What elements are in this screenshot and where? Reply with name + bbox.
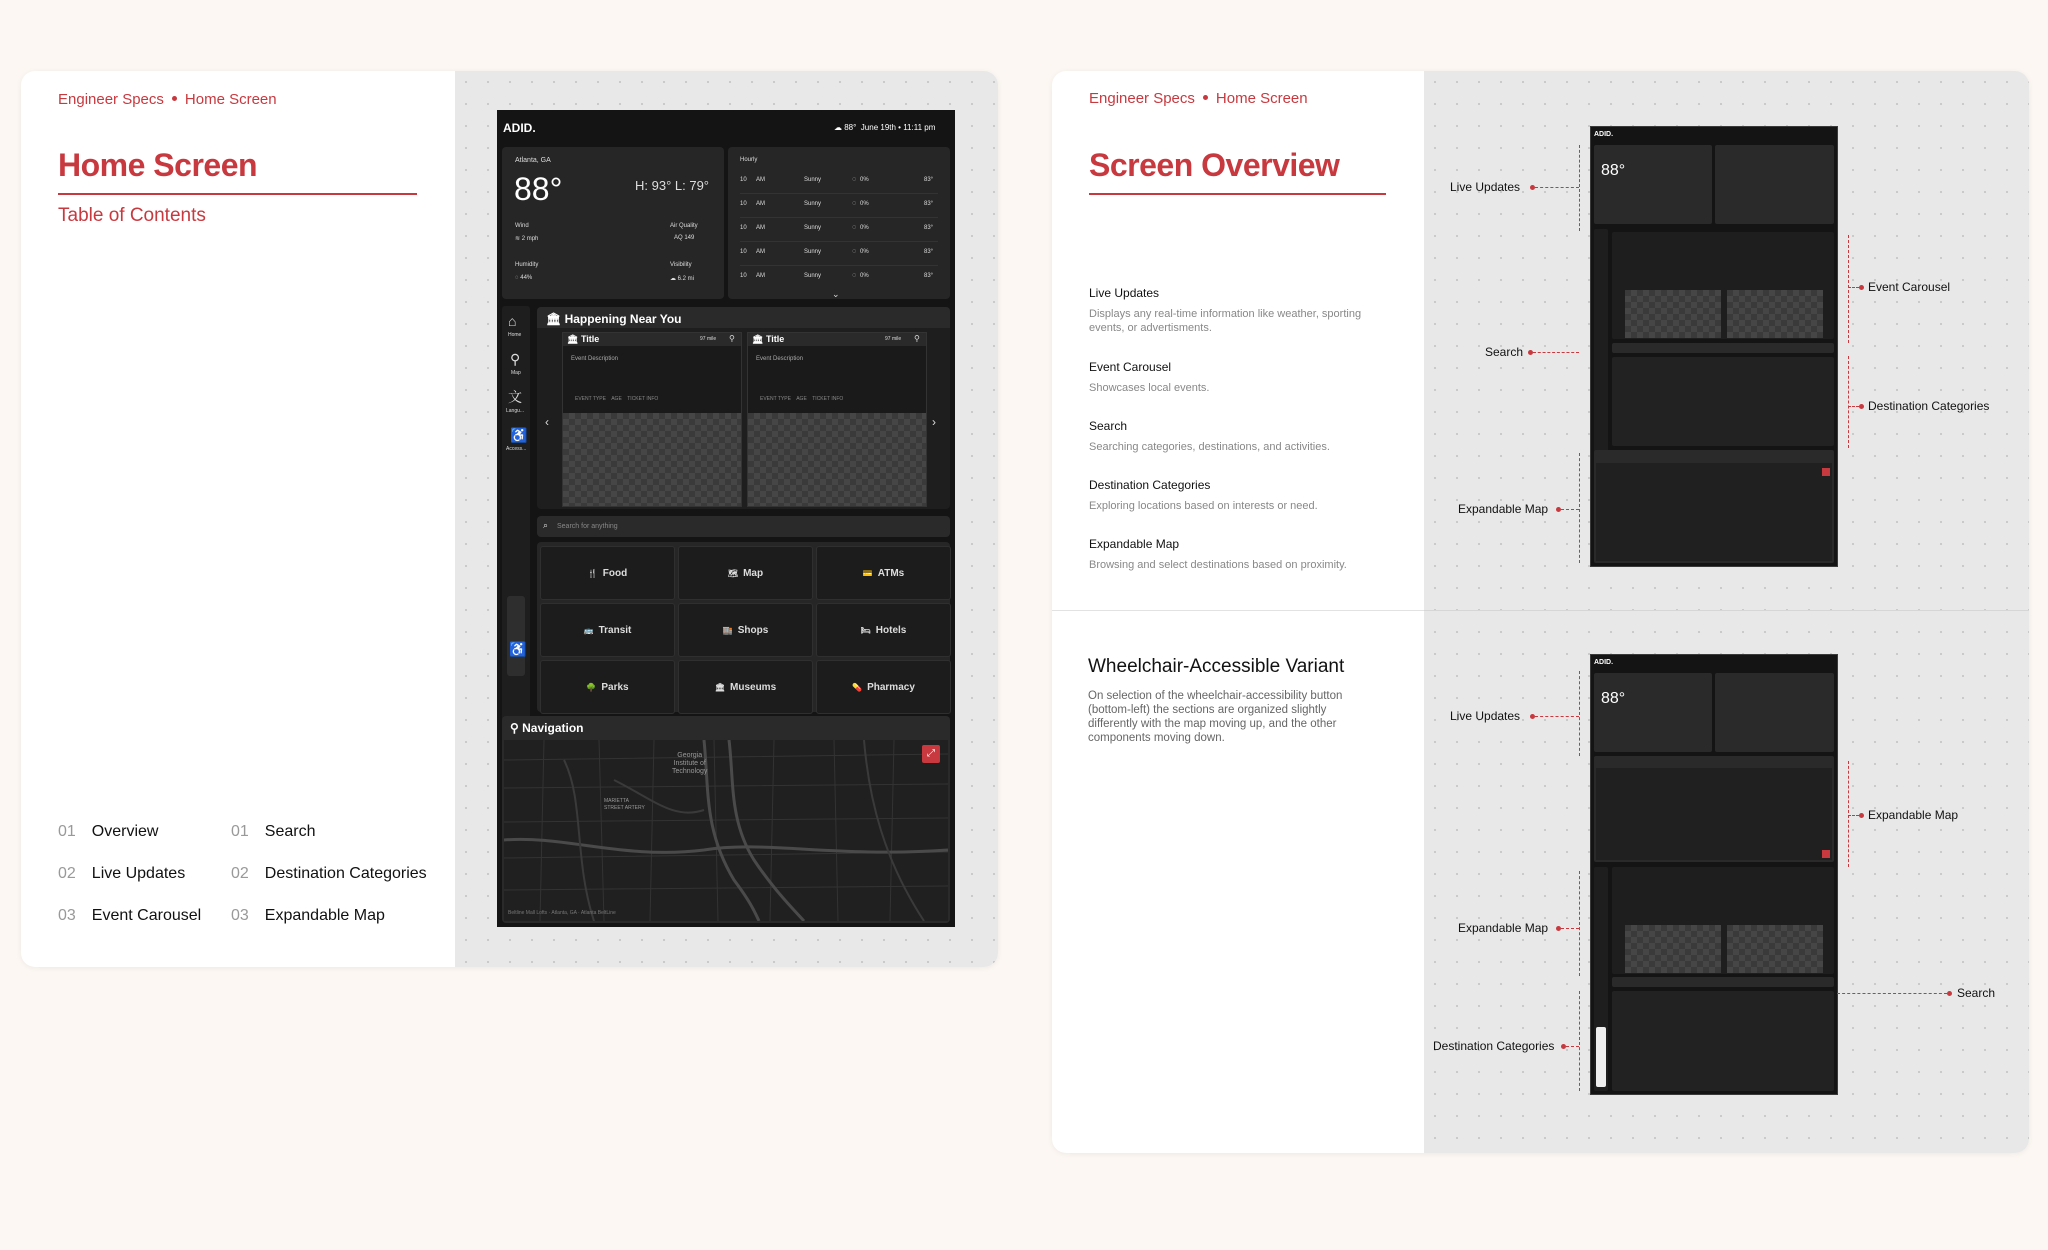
- event-title: 🏛 Title: [752, 334, 785, 344]
- breadcrumb-item[interactable]: Home Screen: [184, 91, 277, 108]
- toc-number: 03: [231, 907, 249, 924]
- chevron-down-icon[interactable]: ⌄: [832, 289, 840, 299]
- hourly-ampm: AM: [756, 249, 765, 255]
- category-map[interactable]: [678, 546, 813, 600]
- hourly-ampm: AM: [756, 225, 765, 231]
- hourly-hour: 10: [740, 249, 747, 255]
- carousel-next-icon[interactable]: ›: [932, 415, 936, 429]
- visibility-value: ☁ 6.2 mi: [670, 276, 695, 282]
- hourly-cond: Sunny: [804, 273, 822, 279]
- toc-number: 02: [58, 865, 76, 882]
- category-label: Pharmacy: [867, 681, 915, 693]
- location-pin-icon: ⚲: [729, 334, 735, 343]
- title-underline: [58, 193, 417, 195]
- bed-icon: 🛏: [860, 625, 871, 635]
- hourly-rain: 0%: [860, 177, 869, 183]
- hourly-temp: 83°: [924, 249, 934, 255]
- weather-panel: [502, 147, 724, 299]
- air-quality-label: Air Quality: [670, 223, 698, 229]
- annotation-label: Live Updates: [1450, 709, 1521, 723]
- search-icon: ⌕: [543, 520, 549, 530]
- section-title: Event Carousel: [1089, 360, 1172, 374]
- annotation-label: Expandable Map: [1458, 502, 1549, 516]
- variant-title: Wheelchair-Accessible Variant: [1088, 656, 1345, 677]
- page-title: Home Screen: [58, 147, 258, 183]
- category-atms[interactable]: [816, 546, 951, 600]
- toc-label: Search: [264, 823, 316, 840]
- museum-icon: 🏛: [714, 682, 726, 692]
- humidity-value: ◌ 44%: [515, 275, 533, 281]
- breadcrumb: [58, 91, 277, 108]
- location-pin-icon: ⚲: [510, 721, 519, 735]
- toc-label: Destination Categories: [264, 865, 427, 882]
- category-label: Museums: [730, 681, 777, 693]
- rain-drop-icon: ◌: [852, 200, 857, 207]
- section-desc: Showcases local events.: [1089, 382, 1210, 394]
- hourly-temp: 83°: [924, 225, 934, 231]
- breadcrumb: [1089, 90, 1308, 107]
- status-bar: ☁ 88° June 19th • 11:11 pm: [834, 123, 936, 132]
- page-title: Screen Overview: [1089, 147, 1340, 183]
- toc-item-expandable-map[interactable]: [231, 907, 385, 925]
- map-icon: 🗺: [727, 568, 739, 578]
- section-desc: Exploring locations based on interests or need.: [1089, 500, 1318, 512]
- category-food[interactable]: [540, 546, 675, 600]
- screen-overview-card: [1052, 71, 2029, 1153]
- page-subtitle: Table of Contents: [58, 205, 206, 226]
- carousel-prev-icon[interactable]: ‹: [545, 415, 549, 429]
- hourly-cond: Sunny: [804, 177, 822, 183]
- building-icon: 🏛: [546, 312, 562, 326]
- building-icon: 🏛: [752, 334, 764, 344]
- hourly-forecast[interactable]: [728, 147, 950, 299]
- side-nav-label: Langu...: [506, 408, 525, 414]
- rain-drop-icon: ◌: [852, 176, 857, 183]
- map-label-artery: MARIETTA STREET ARTERY: [604, 798, 645, 811]
- section-desc: Browsing and select destinations based on proximity.: [1089, 559, 1347, 571]
- mockup-canvas: [455, 71, 998, 967]
- overview-mockup-wheelchair: [1591, 655, 1837, 1094]
- toc-item-search[interactable]: [231, 823, 316, 841]
- toc-label: Event Carousel: [91, 907, 202, 924]
- event-distance: 97 mile: [700, 336, 717, 342]
- annotation-label: Expandable Map: [1458, 921, 1549, 935]
- utensils-icon: 🍴: [587, 568, 598, 578]
- kiosk-home-mockup: [497, 110, 955, 927]
- destination-categories: [537, 542, 950, 712]
- category-label: Hotels: [875, 624, 907, 636]
- event-card[interactable]: [747, 332, 927, 507]
- wind-icon: ≋: [515, 236, 521, 242]
- event-title: 🏛 Title: [567, 334, 600, 344]
- event-description: Event Description: [571, 356, 619, 362]
- home-icon[interactable]: ⌂: [508, 313, 517, 329]
- hourly-hour: 10: [740, 225, 747, 231]
- toc-item-event-carousel[interactable]: [58, 907, 201, 925]
- breadcrumb-item[interactable]: Engineer Specs: [1089, 90, 1195, 107]
- title-underline: [1089, 193, 1386, 195]
- section-desc: Displays any real-time information like weather, sporting events, or advertisments.: [1089, 308, 1362, 334]
- event-distance: 97 mile: [885, 336, 902, 342]
- toc-label: Live Updates: [91, 865, 186, 882]
- hourly-ampm: AM: [756, 177, 765, 183]
- breadcrumb-item[interactable]: Engineer Specs: [58, 91, 164, 108]
- toc-number: 01: [58, 823, 76, 840]
- hourly-rain: 0%: [860, 201, 869, 207]
- hourly-row: [728, 219, 950, 239]
- hourly-ampm: AM: [756, 273, 765, 279]
- overview-mockup-default: [1591, 127, 1837, 566]
- logo: ADID.: [503, 121, 536, 135]
- annotation-label: Live Updates: [1450, 180, 1521, 194]
- event-card[interactable]: [562, 332, 742, 507]
- section-divider: [1052, 610, 1424, 611]
- cloud-icon: ☁: [834, 123, 842, 132]
- status-time: 11:11 pm: [903, 123, 936, 132]
- wheelchair-icon[interactable]: ♿: [509, 641, 527, 657]
- hourly-cond: Sunny: [804, 201, 822, 207]
- visibility-label: Visibility: [670, 262, 692, 268]
- section-desc: Searching categories, destinations, and activities.: [1089, 441, 1330, 453]
- side-nav-label: Map: [511, 370, 521, 376]
- toc-item-overview[interactable]: [58, 823, 158, 841]
- side-nav-label: Access...: [506, 446, 527, 452]
- search-input[interactable]: [537, 516, 950, 537]
- expand-map-button[interactable]: [1822, 468, 1830, 476]
- logo: ADID.: [1594, 659, 1614, 666]
- annotation-label: Search: [1485, 345, 1524, 359]
- variant-description: On selection of the wheelchair-accessibility button (bottom-left) the sections are organized slightly differently with the map moving up, and the other components moving down.: [1088, 690, 1343, 744]
- current-temp: 88°: [514, 171, 563, 207]
- section-title: Search: [1089, 419, 1128, 433]
- toc-label: Expandable Map: [264, 907, 385, 924]
- building-icon: 🏛: [567, 334, 579, 344]
- map-label-campus: Georgia Institute of Technology: [672, 752, 708, 775]
- category-label: Food: [602, 567, 628, 579]
- toc-item-destination-categories[interactable]: [231, 865, 427, 883]
- home-screen-toc-card: [21, 71, 998, 967]
- rain-drop-icon: ◌: [852, 272, 857, 279]
- category-pharmacy[interactable]: [816, 660, 951, 714]
- hourly-rain: 0%: [860, 225, 869, 231]
- expandable-map[interactable]: [504, 740, 948, 921]
- annotation-label: Destination Categories: [1433, 1039, 1555, 1053]
- hourly-rain: 0%: [860, 249, 869, 255]
- category-label: Transit: [598, 624, 632, 636]
- hi-lo: H: 93° L: 79°: [635, 178, 709, 193]
- toc-number: 02: [231, 865, 249, 882]
- section-title: Destination Categories: [1089, 478, 1211, 492]
- navigation-header: ⚲ Navigation: [510, 721, 584, 735]
- toc-label: Overview: [91, 823, 159, 840]
- tree-icon: 🌳: [586, 682, 597, 692]
- hourly-row: [728, 171, 950, 191]
- search-placeholder: Search for anything: [557, 523, 618, 530]
- hourly-hour: 10: [740, 273, 747, 279]
- bus-icon: 🚌: [583, 625, 594, 635]
- expand-map-button[interactable]: [922, 745, 940, 763]
- category-parks[interactable]: [540, 660, 675, 714]
- drop-icon: ◌: [515, 275, 519, 281]
- translate-icon[interactable]: 文: [508, 389, 522, 405]
- location: Atlanta, GA: [515, 157, 551, 164]
- hourly-temp: 83°: [924, 201, 934, 207]
- navigation-panel: [502, 716, 950, 923]
- events-header: 🏛 Happening Near You: [546, 312, 682, 326]
- status-date: June 19th: [860, 123, 896, 132]
- annotation-label: Event Carousel: [1868, 280, 1951, 294]
- wind-label: Wind: [515, 223, 529, 229]
- hourly-rain: 0%: [860, 273, 869, 279]
- current-temp: 88°: [1601, 690, 1626, 707]
- cloud-icon: ☁: [670, 276, 676, 282]
- rain-drop-icon: ◌: [852, 248, 857, 255]
- category-transit[interactable]: [540, 603, 675, 657]
- overview-canvas: [1424, 71, 2029, 1153]
- event-image-placeholder: [563, 413, 741, 506]
- expand-map-button[interactable]: [1822, 850, 1830, 858]
- section-divider: [1424, 610, 2029, 611]
- atm-icon: 💳: [862, 568, 873, 578]
- scroll-handle[interactable]: [507, 596, 525, 676]
- category-label: Parks: [601, 681, 629, 693]
- wind-value: ≋ 2 mph: [515, 236, 539, 242]
- hourly-cond: Sunny: [804, 225, 822, 231]
- event-carousel: [537, 307, 950, 509]
- rain-drop-icon: ◌: [852, 224, 857, 231]
- toc-number: 03: [58, 907, 76, 924]
- category-hotels[interactable]: [816, 603, 951, 657]
- hourly-ampm: AM: [756, 201, 765, 207]
- side-nav-label: Home: [508, 332, 522, 338]
- humidity-label: Humidity: [515, 262, 539, 268]
- annotation-label: Expandable Map: [1868, 808, 1959, 822]
- event-tags: EVENT TYPE AGE TICKET INFO: [760, 396, 844, 402]
- accessibility-icon[interactable]: ♿: [510, 427, 528, 443]
- category-museums[interactable]: [678, 660, 813, 714]
- toc-number: 01: [231, 823, 249, 840]
- hourly-temp: 83°: [924, 273, 934, 279]
- hourly-hour: 10: [740, 177, 747, 183]
- annotation-label: Search: [1957, 986, 1996, 1000]
- toc-item-live-updates[interactable]: [58, 865, 185, 883]
- hourly-cond: Sunny: [804, 249, 822, 255]
- hourly-row: [728, 267, 950, 287]
- hourly-temp: 83°: [924, 177, 934, 183]
- shop-icon: 🏬: [722, 625, 733, 635]
- hourly-row: [728, 243, 950, 263]
- hourly-row: [728, 195, 950, 215]
- hourly-hour: 10: [740, 201, 747, 207]
- category-shops[interactable]: [678, 603, 813, 657]
- section-title: Live Updates: [1089, 286, 1160, 300]
- air-quality-value: AQ 149: [674, 235, 695, 241]
- event-tags: EVENT TYPE AGE TICKET INFO: [575, 396, 659, 402]
- category-label: Shops: [737, 624, 769, 636]
- category-label: Map: [743, 567, 764, 579]
- event-image-placeholder: [748, 413, 926, 506]
- section-title: Expandable Map: [1089, 537, 1180, 551]
- expand-icon: ⤢: [927, 748, 935, 759]
- category-label: ATMs: [877, 567, 905, 579]
- hourly-label: Hourly: [740, 157, 758, 163]
- current-temp: 88°: [1601, 162, 1626, 179]
- location-pin-icon: ⚲: [914, 334, 920, 343]
- breadcrumb-item[interactable]: Home Screen: [1215, 90, 1308, 107]
- annotation-label: Destination Categories: [1868, 399, 1990, 413]
- event-description: Event Description: [756, 356, 804, 362]
- pharmacy-icon: 💊: [852, 682, 863, 692]
- map-attribution: Beltline Mall Lofts · Atlanta, GA · Atlanta BeltLine: [508, 910, 616, 916]
- map-pin-icon[interactable]: ⚲: [510, 351, 521, 367]
- status-temp: 88°: [844, 123, 857, 132]
- logo: ADID.: [1594, 131, 1614, 138]
